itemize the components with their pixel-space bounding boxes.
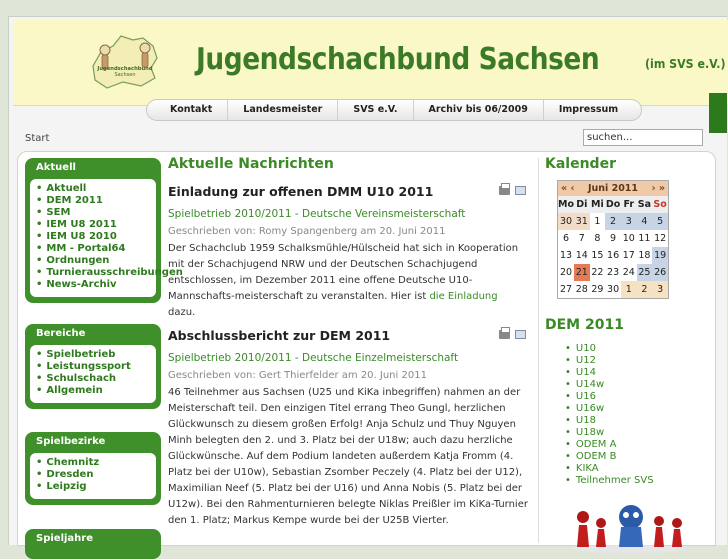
calendar-day[interactable]: 3 <box>621 213 637 230</box>
calendar-day[interactable]: 6 <box>562 233 570 244</box>
calendar-day[interactable]: 1 <box>621 281 637 298</box>
logo-text-2: Sachsen <box>114 72 136 78</box>
calendar-day[interactable]: 8 <box>594 233 601 244</box>
calendar-day[interactable]: 31 <box>574 213 590 230</box>
calendar-day[interactable]: 10 <box>622 233 635 244</box>
calendar-day[interactable]: 20 <box>559 267 573 278</box>
sidebox-title: Aktuell <box>36 162 76 173</box>
header-accent-bar <box>709 93 727 133</box>
menu-item-mm-portal64[interactable]: • MM - Portal64 <box>36 243 150 255</box>
calendar-day[interactable]: 30 <box>558 213 574 230</box>
nav-landesmeister[interactable]: Landesmeister <box>228 100 338 120</box>
calendar-week <box>558 264 668 281</box>
calendar-day[interactable]: 2 <box>605 213 621 230</box>
dem-item[interactable]: • U18 <box>565 415 654 427</box>
weekday: So <box>652 196 668 213</box>
weekday: Di <box>574 196 590 213</box>
weekday: Fr <box>621 196 637 213</box>
calendar-day[interactable]: 17 <box>622 250 635 261</box>
calendar-day[interactable]: 3 <box>652 281 668 298</box>
nav-impressum[interactable]: Impressum <box>558 104 619 115</box>
sidebox-title: Bereiche <box>36 328 86 339</box>
menu-item-turnierausschreibungen[interactable]: • Turnierausschreibungen <box>36 267 150 279</box>
menu-item-dresden[interactable]: • Dresden <box>36 469 150 481</box>
right-column <box>545 156 710 486</box>
menu-item-iem-u8-2011[interactable]: • IEM U8 2011 <box>36 219 150 231</box>
calendar-day[interactable]: 1 <box>594 216 601 227</box>
sidebox-aktuell <box>25 158 183 303</box>
menu-item-ordnungen[interactable]: • Ordnungen <box>36 255 150 267</box>
weekday: Do <box>605 196 621 213</box>
search-input[interactable] <box>583 129 703 146</box>
invitation-link[interactable]: die Einladung <box>429 291 498 302</box>
site-title: Jugendschachbund Sachsen <box>196 42 600 77</box>
content-area <box>17 151 716 546</box>
menu-item-aktuell[interactable]: • Aktuell <box>36 183 150 195</box>
print-icon[interactable] <box>499 330 510 339</box>
dem-item[interactable]: • U12 <box>565 355 654 367</box>
chess-pieces-image <box>569 501 689 551</box>
sidebox-spielbezirke <box>25 432 161 505</box>
page <box>8 16 727 545</box>
dem-item[interactable]: • U16w <box>565 403 654 415</box>
article-categories: Spielbetrieb 2010/2011 - Deutsche Vereinsmeisterschaft <box>168 208 466 220</box>
calendar-day[interactable]: 24 <box>622 267 635 278</box>
breadcrumb[interactable]: Start <box>25 133 50 144</box>
dem-item[interactable]: • ODEM A <box>565 439 654 451</box>
calendar-day[interactable]: 11 <box>638 233 651 244</box>
calendar-day[interactable]: 2 <box>637 281 653 298</box>
email-icon[interactable] <box>515 330 526 339</box>
column-divider <box>538 158 539 543</box>
calendar-day[interactable]: 7 <box>578 233 585 244</box>
email-icon[interactable] <box>515 186 526 195</box>
calendar-day-today[interactable]: 21 <box>574 264 590 281</box>
calendar-day[interactable]: 29 <box>591 284 604 295</box>
sidebox-bereiche <box>25 324 161 409</box>
dem-item[interactable]: • KIKA <box>565 463 654 475</box>
next-month-button[interactable]: › <box>651 183 656 194</box>
weekday: Mo <box>558 196 574 213</box>
sidebox-title: Spielbezirke <box>36 436 106 447</box>
calendar-day[interactable]: 30 <box>607 284 620 295</box>
weekday-row <box>558 196 668 213</box>
menu-item-spielbetrieb[interactable]: • Spielbetrieb <box>36 349 150 361</box>
prev-year-button[interactable]: « <box>561 183 568 194</box>
calendar-header <box>558 181 668 196</box>
menu-item-allgemein[interactable]: • Allgemein <box>36 385 150 397</box>
dem-heading: DEM 2011 <box>545 317 624 333</box>
calendar-day[interactable]: 13 <box>559 250 573 261</box>
article-title[interactable]: Abschlussbericht zur DEM 2011 <box>168 328 391 343</box>
calendar-day[interactable]: 23 <box>607 267 620 278</box>
calendar-day[interactable]: 15 <box>591 250 604 261</box>
subcategory-link[interactable]: Deutsche Vereinsmeisterschaft <box>302 208 466 220</box>
calendar-month: Juni 2011 <box>587 183 639 194</box>
dem-item[interactable]: • U18w <box>565 427 654 439</box>
menu-item-sem[interactable]: • SEM <box>36 207 150 219</box>
nav-kontakt[interactable]: Kontakt <box>155 100 228 120</box>
next-year-button[interactable]: » <box>658 183 665 194</box>
menu-item-iem-u8-2010[interactable]: • IEM U8 2010 <box>36 231 150 243</box>
article-meta: Geschrieben von: Gert Thierfelder am 20. Juni 2011 <box>168 370 427 381</box>
sidebox-spieljahre <box>25 529 161 559</box>
calendar-week <box>558 247 668 264</box>
calendar-day[interactable]: 25 <box>637 264 653 281</box>
calendar-day[interactable]: 28 <box>575 284 588 295</box>
dem-item[interactable]: • U14 <box>565 367 654 379</box>
menu-item-news-archiv[interactable]: • News-Archiv <box>36 279 150 291</box>
calendar-day[interactable]: 4 <box>637 213 653 230</box>
category-link[interactable]: Spielbetrieb 2010/2011 <box>168 352 292 364</box>
calendar-day[interactable]: 16 <box>607 250 620 261</box>
section-heading: Aktuelle Nachrichten <box>168 156 334 172</box>
weekday: Sa <box>637 196 653 213</box>
top-navigation <box>146 99 642 121</box>
menu-item-schulschach[interactable]: • Schulschach <box>36 373 150 385</box>
dem-list <box>565 343 654 487</box>
calendar-week <box>558 281 668 298</box>
menu-item-dem-2011[interactable]: • DEM 2011 <box>36 195 150 207</box>
subcategory-link[interactable]: Deutsche Einzelmeisterschaft <box>302 352 459 364</box>
calendar-week <box>558 213 668 230</box>
menu-item-leipzig[interactable]: • Leipzig <box>36 481 150 493</box>
calendar-day[interactable]: 14 <box>575 250 588 261</box>
article-body: 46 Teilnehmer aus Sachsen (U25 und KiKa inbegriffen) nahmen an der Meisterschaft teil. Den einzigen Titel errang Theo Gungl, herzlichen Glückwunsch zu diesem großen Erfolg! Anja Schulz und Thuy Nguyen Minh belegten den 2. und 3. Platz bei der U18w; auch dazu herzliche Glückwünsche. Auf dem Podium landeten außerdem Katja Fromm (4. Platz bei der U10w), Sebastian Zsomber Peczely (4. Platz bei der U12), Maximilian Neef (5. Platz bei der U16) und Anna Nobis (5. Platz bei der U12w). Bei den Rahmenturnieren belegte Niklas Preißler im KiKa-Turnier den 1. Platz; Markus Kempe wurde bei der U25B Vierter. <box>168 387 528 526</box>
article-meta: Geschrieben von: Romy Spangenberg am 20. Juni 2011 <box>168 226 446 237</box>
article-categories: Spielbetrieb 2010/2011 - Deutsche Einzelmeisterschaft <box>168 352 459 364</box>
category-link[interactable]: Spielbetrieb 2010/2011 <box>168 208 292 220</box>
nav-svs[interactable]: SVS e.V. <box>338 100 413 120</box>
dem-item[interactable]: • ODEM B <box>565 451 654 463</box>
article-dem-2011 <box>168 328 528 529</box>
dem-item[interactable]: • Teilnehmer SVS <box>565 475 654 487</box>
dem-item[interactable]: • U10 <box>565 343 654 355</box>
calendar-day[interactable]: 5 <box>652 213 668 230</box>
nav-archiv[interactable]: Archiv bis 06/2009 <box>414 100 544 120</box>
calendar-day[interactable]: 27 <box>559 284 573 295</box>
prev-month-button[interactable]: ‹ <box>570 183 575 194</box>
dem-item[interactable]: • U16 <box>565 391 654 403</box>
article-body: Der Schachclub 1959 Schalksmühle/Hülscheid hat sich in Kooperation mit der Schachjugend NRW und der Deutschen Schachjugend entschlossen, im Dezember 2011 eine offene Deutsche U10-Mannschafts-meisterschaft zu veranstalten. Hier ist die Einladung dazu. <box>168 243 519 318</box>
dem-item[interactable]: • U14w <box>565 379 654 391</box>
calendar-week <box>558 230 668 247</box>
site-header <box>13 20 728 106</box>
print-icon[interactable] <box>499 186 510 195</box>
calendar-day[interactable]: 9 <box>610 233 617 244</box>
calendar-day[interactable]: 26 <box>652 264 668 281</box>
calendar-widget <box>557 180 669 299</box>
article-title[interactable]: Einladung zur offenen DMM U10 2011 <box>168 184 434 199</box>
site-subtitle: (im SVS e.V.) <box>645 57 726 71</box>
sidebox-title: Spieljahre <box>36 533 94 544</box>
calendar-heading: Kalender <box>545 156 616 172</box>
logo-text-1: Jugendschachbund <box>97 66 153 72</box>
menu-item-leistungssport[interactable]: • Leistungssport <box>36 361 150 373</box>
main-column <box>168 156 528 526</box>
weekday: Mi <box>590 196 606 213</box>
menu-item-chemnitz[interactable]: • Chemnitz <box>36 457 150 469</box>
site-logo[interactable] <box>87 32 163 92</box>
article-dmm-u10 <box>168 184 528 321</box>
calendar-day[interactable]: 22 <box>591 267 604 278</box>
calendar-day[interactable]: 12 <box>654 233 667 244</box>
calendar-day[interactable]: 19 <box>652 247 668 264</box>
calendar-day[interactable]: 18 <box>638 250 651 261</box>
